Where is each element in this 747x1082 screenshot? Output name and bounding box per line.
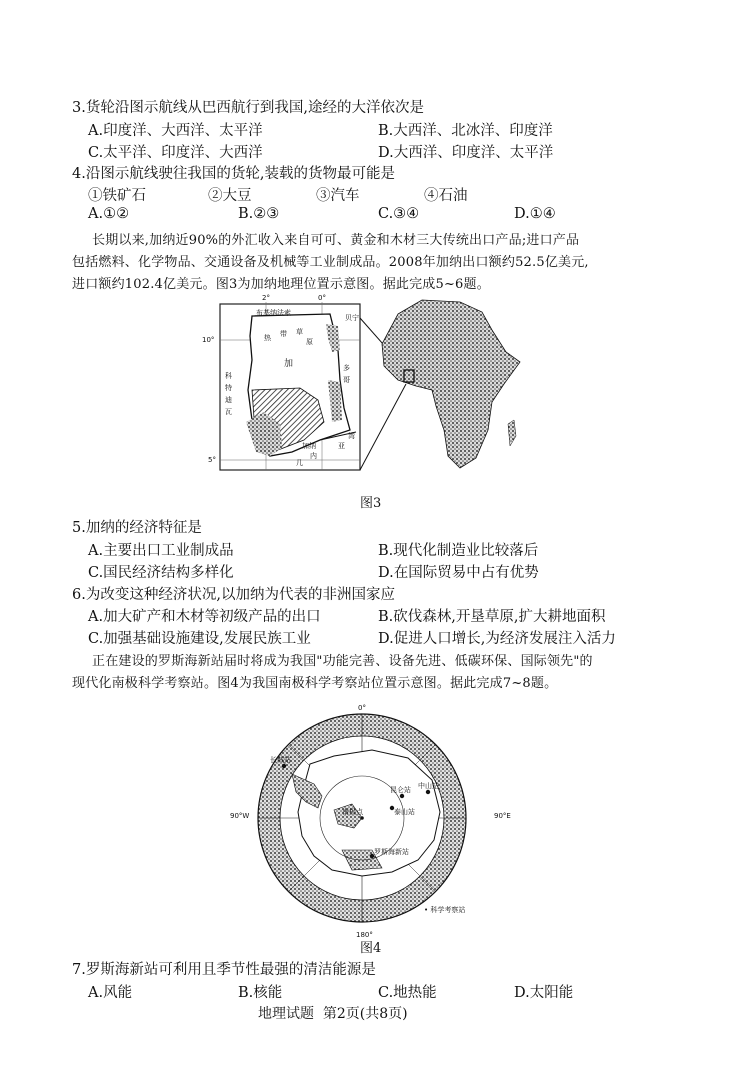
lat-10-label: 10° (202, 336, 215, 344)
q5-option-a: A.主要出口工业制成品 (88, 543, 234, 559)
q4-item-4: ④石油 (424, 188, 468, 204)
fig3-caption: 图3 (360, 496, 382, 511)
figure-4-antarctica-map (222, 700, 542, 950)
station-legend: • 科学考察站 (424, 906, 466, 914)
q6-option-a: A.加大矿产和木材等初级产品的出口 (88, 609, 321, 625)
q4-item-1: ①铁矿石 (88, 188, 146, 204)
q4-item-3: ③汽车 (316, 188, 360, 204)
grass-label-4: 原 (306, 338, 313, 346)
fig4-bottom-label: 180° (356, 931, 373, 939)
fig4-right-label: 90°E (494, 812, 511, 820)
q6-option-b: B.砍伐森林,开垦草原,扩大耕地面积 (378, 609, 606, 625)
q5-option-b: B.现代化制造业比较落后 (378, 543, 539, 559)
q6-option-d: D.促进人口增长,为经济发展注入活力 (378, 631, 616, 647)
fig4-top-label: 0° (358, 704, 366, 712)
kunlun-station-marker (400, 794, 404, 798)
intro1-line2: 包括燃料、化学物品、交通设备及机械等工业制成品。2008年加纳出口额约52.5亿美元, (72, 255, 589, 270)
gulf-label-4: 湾 (348, 432, 355, 440)
great-wall-station-marker (282, 764, 286, 768)
intro2-line2: 现代化南极科学考察站。图4为我国南极科学考察站位置示意图。据此完成7~8题。 (72, 676, 558, 691)
q7-option-a: A.风能 (88, 985, 133, 1001)
intro1-line3: 进口额约102.4亿美元。图3为加纳地理位置示意图。据此完成5~6题。 (72, 277, 490, 292)
zhongshan-label: 中山站 (418, 782, 439, 790)
fig4-caption: 图4 (360, 941, 382, 956)
south-pole-marker (360, 816, 364, 820)
q3-option-d: D.大西洋、印度洋、太平洋 (378, 145, 554, 161)
cote-label-4: 瓦 (225, 408, 232, 416)
kunlun-label: 昆仑站 (390, 786, 411, 794)
south-pole-label: 南极点 (342, 808, 363, 816)
q4-option-d: D.①④ (514, 206, 556, 222)
q5-stem: 5.加纳的经济特征是 (72, 520, 202, 536)
fig4-left-label: 90°W (230, 812, 250, 820)
gulf-label-3: 亚 (338, 442, 345, 450)
q3-option-c: C.太平洋、印度洋、大西洋 (88, 145, 263, 161)
madagascar (508, 420, 516, 446)
q3-option-a: A.印度洋、大西洋、太平洋 (88, 123, 263, 139)
grass-label-1: 热 (264, 334, 271, 342)
q7-stem: 7.罗斯海新站可利用且季节性最强的清洁能源是 (72, 962, 376, 978)
lon-2-label: 2° (262, 294, 270, 302)
q3-stem: 3.货轮沿图示航线从巴西航行到我国,途经的大洋依次是 (72, 100, 424, 116)
q7-option-b: B.核能 (238, 985, 283, 1001)
cote-label-2: 特 (225, 384, 232, 392)
lat-5-label: 5° (208, 456, 216, 464)
q5-option-d: D.在国际贸易中占有优势 (378, 565, 539, 581)
taishan-label: 泰山站 (394, 808, 415, 816)
q6-stem: 6.为改变这种经济状况,以加纳为代表的非洲国家应 (72, 587, 395, 603)
q3-option-b: B.大西洋、北冰洋、印度洋 (378, 123, 553, 139)
ross-new-station-label: 罗斯海新站 (374, 848, 409, 856)
togo-label-2: 哥 (343, 376, 350, 384)
q4-option-c: C.③④ (378, 206, 420, 222)
africa-map (382, 300, 520, 468)
burkina-label: 布基纳法索 (256, 309, 291, 317)
figure-3-ghana-map (200, 290, 540, 480)
benin-label: 贝宁 (345, 314, 359, 322)
gulf-label-2: 内 (310, 452, 317, 460)
q5-option-c: C.国民经济结构多样化 (88, 565, 234, 581)
gulf-label-1: 几 (296, 459, 303, 467)
page-footer: 地理试题 第2页(共8页) (258, 1006, 408, 1022)
lon-0-label: 0° (318, 294, 326, 302)
cote-label-1: 科 (225, 372, 232, 380)
cote-label-3: 迪 (225, 396, 232, 404)
q4-option-b: B.②③ (238, 206, 280, 222)
q7-option-c: C.地热能 (378, 985, 437, 1001)
q4-stem: 4.沿图示航线驶往我国的货轮,装载的货物最可能是 (72, 166, 395, 182)
intro1-line1: 长期以来,加纳近90%的外汇收入来自可可、黄金和木材三大传统出口产品;进口产品 (92, 233, 580, 248)
gulf-label-5: 加纳 (302, 442, 316, 450)
grass-label-3: 草 (296, 328, 303, 336)
ghana-label: 加 (284, 359, 294, 369)
q4-item-2: ②大豆 (208, 188, 252, 204)
great-wall-label: 长城站 (270, 756, 291, 764)
q6-option-c: C.加强基础设施建设,发展民族工业 (88, 631, 311, 647)
q7-option-d: D.太阳能 (514, 985, 574, 1001)
zhongshan-station-marker (426, 790, 430, 794)
intro2-line1: 正在建设的罗斯海新站届时将成为我国"功能完善、设备先进、低碳环保、国际领先"的 (92, 654, 593, 669)
togo-label-1: 多 (343, 364, 350, 372)
grass-label-2: 带 (280, 330, 287, 338)
q4-option-a: A.①② (88, 206, 130, 222)
